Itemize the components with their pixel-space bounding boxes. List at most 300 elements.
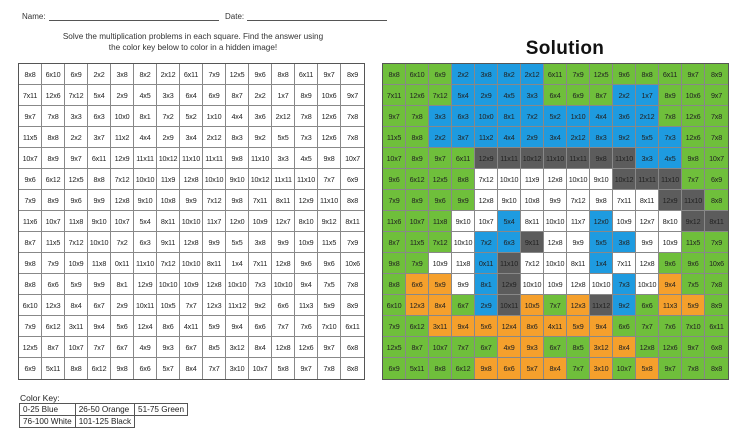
- worksheet-cell[interactable]: 8x11: [272, 190, 295, 211]
- worksheet-cell[interactable]: 7x11: [19, 85, 42, 106]
- solution-cell: 9x2: [613, 295, 636, 316]
- worksheet-cell[interactable]: 3x3: [157, 85, 180, 106]
- worksheet-cell[interactable]: 8x7: [42, 337, 65, 358]
- solution-cell: 1x10: [567, 106, 590, 127]
- worksheet-cell[interactable]: 8x5: [203, 337, 226, 358]
- worksheet-cell[interactable]: 7x8: [341, 106, 364, 127]
- worksheet-cell[interactable]: 3x12: [226, 337, 249, 358]
- worksheet-cell[interactable]: 9x10: [134, 190, 157, 211]
- worksheet-cell[interactable]: 9x6: [295, 253, 318, 274]
- worksheet-cell[interactable]: 10x7: [341, 148, 364, 169]
- worksheet-cell[interactable]: 9x8: [318, 148, 341, 169]
- worksheet-cell[interactable]: 6x9: [203, 85, 226, 106]
- solution-cell: 10x10: [567, 169, 590, 190]
- worksheet-cell[interactable]: 11x10: [318, 190, 341, 211]
- worksheet-cell[interactable]: 2x12: [157, 64, 180, 85]
- worksheet-cell[interactable]: 7x2: [111, 232, 134, 253]
- solution-cell: 8x7: [590, 85, 613, 106]
- worksheet-cell[interactable]: 6x9: [341, 169, 364, 190]
- solution-cell: 6x3: [452, 106, 475, 127]
- worksheet-cell[interactable]: 6x7: [88, 295, 111, 316]
- worksheet-cell[interactable]: 10x7: [65, 337, 88, 358]
- worksheet-cell[interactable]: 7x9: [341, 232, 364, 253]
- worksheet-cell[interactable]: 12x3: [42, 295, 65, 316]
- worksheet-cell[interactable]: 6x6: [272, 295, 295, 316]
- worksheet-cell[interactable]: 7x7: [88, 337, 111, 358]
- worksheet-cell[interactable]: 12x9: [295, 190, 318, 211]
- solution-cell: 7x12: [567, 190, 590, 211]
- worksheet-cell[interactable]: 3x11: [65, 316, 88, 337]
- color-key-title: Color Key:: [20, 393, 60, 403]
- worksheet-cell[interactable]: 12x8: [180, 232, 203, 253]
- color-key-table: [19, 403, 188, 428]
- worksheet-cell[interactable]: 4x4: [226, 106, 249, 127]
- worksheet-cell[interactable]: 8x8: [341, 190, 364, 211]
- color-key-blue: 0-25 Blue: [20, 404, 76, 416]
- solution-cell: 4x4: [498, 127, 521, 148]
- worksheet-cell[interactable]: 9x10: [88, 211, 111, 232]
- worksheet-cell[interactable]: 11x12: [226, 295, 249, 316]
- worksheet-cell[interactable]: 9x7: [295, 358, 318, 379]
- solution-cell: 8x11: [521, 211, 544, 232]
- worksheet-cell[interactable]: 7x12: [203, 190, 226, 211]
- worksheet-cell[interactable]: 3x7: [88, 127, 111, 148]
- worksheet-cell[interactable]: 3x3: [65, 106, 88, 127]
- solution-cell: 9x12: [682, 211, 705, 232]
- worksheet-cell[interactable]: 8x9: [341, 295, 364, 316]
- worksheet-cell[interactable]: 7x7: [203, 358, 226, 379]
- worksheet-cell[interactable]: 12x9: [134, 274, 157, 295]
- worksheet-cell[interactable]: 8x6: [157, 316, 180, 337]
- worksheet-cell[interactable]: 12x8: [272, 253, 295, 274]
- worksheet-cell[interactable]: 11x11: [272, 169, 295, 190]
- worksheet-cell[interactable]: 8x8: [65, 358, 88, 379]
- solution-cell: 10x9: [613, 211, 636, 232]
- worksheet-cell[interactable]: 9x2: [249, 127, 272, 148]
- worksheet-cell[interactable]: 1x4: [226, 253, 249, 274]
- worksheet-cell[interactable]: 6x6: [134, 358, 157, 379]
- worksheet-cell[interactable]: 6x7: [111, 337, 134, 358]
- worksheet-cell[interactable]: 7x6: [295, 316, 318, 337]
- solution-cell: 8x10: [659, 211, 682, 232]
- solution-cell: 9x2: [613, 127, 636, 148]
- solution-cell: 11x10: [659, 169, 682, 190]
- worksheet-cell[interactable]: 5x7: [157, 358, 180, 379]
- worksheet-cell[interactable]: 12x8: [203, 274, 226, 295]
- worksheet-cell[interactable]: 9x8: [226, 148, 249, 169]
- worksheet-cell[interactable]: 4x5: [295, 148, 318, 169]
- worksheet-cell[interactable]: 10x7: [249, 358, 272, 379]
- solution-cell: 1x4: [590, 253, 613, 274]
- worksheet-cell[interactable]: 10x6: [318, 85, 341, 106]
- worksheet-cell[interactable]: 12x6: [318, 127, 341, 148]
- worksheet-cell[interactable]: 12x8: [111, 190, 134, 211]
- worksheet-cell[interactable]: 7x8: [341, 127, 364, 148]
- worksheet-cell[interactable]: 7x11: [249, 190, 272, 211]
- solution-cell: 5x9: [682, 295, 705, 316]
- worksheet-cell[interactable]: 8x2: [134, 64, 157, 85]
- solution-cell: 11x10: [682, 190, 705, 211]
- worksheet-cell[interactable]: 5x5: [226, 232, 249, 253]
- worksheet-cell[interactable]: 7x9: [203, 64, 226, 85]
- worksheet-cell[interactable]: 9x9: [88, 190, 111, 211]
- solution-cell: 9x9: [544, 190, 567, 211]
- name-field[interactable]: [22, 12, 219, 21]
- worksheet-cell[interactable]: 7x9: [19, 190, 42, 211]
- worksheet-cell[interactable]: 12x8: [272, 337, 295, 358]
- worksheet-cell[interactable]: 12x0: [226, 211, 249, 232]
- worksheet-cell[interactable]: 12x5: [226, 64, 249, 85]
- worksheet-cell[interactable]: 12x5: [19, 337, 42, 358]
- worksheet-cell[interactable]: 10x10: [157, 274, 180, 295]
- worksheet-cell[interactable]: 7x12: [157, 253, 180, 274]
- worksheet-cell[interactable]: 10x10: [272, 274, 295, 295]
- worksheet-cell[interactable]: 2x12: [203, 127, 226, 148]
- worksheet-cell[interactable]: 5x11: [42, 358, 65, 379]
- worksheet-cell[interactable]: 9x3: [157, 337, 180, 358]
- worksheet-cell[interactable]: 8x7: [19, 232, 42, 253]
- worksheet-cell[interactable]: 2x2: [249, 85, 272, 106]
- worksheet-cell[interactable]: 5x6: [111, 316, 134, 337]
- worksheet-cell[interactable]: 11x5: [42, 232, 65, 253]
- worksheet-cell[interactable]: 12x6: [318, 106, 341, 127]
- worksheet-cell[interactable]: 9x6: [19, 169, 42, 190]
- solution-cell: 8x8: [452, 169, 475, 190]
- solution-cell: 5x2: [544, 106, 567, 127]
- solution-cell: 5x6: [475, 316, 498, 337]
- worksheet-cell[interactable]: 11x8: [88, 253, 111, 274]
- solution-cell: 10x10: [636, 274, 659, 295]
- worksheet-cell[interactable]: 7x8: [318, 358, 341, 379]
- solution-cell: 12x4: [498, 316, 521, 337]
- worksheet-cell[interactable]: 1x10: [203, 106, 226, 127]
- worksheet-cell[interactable]: 6x11: [180, 64, 203, 85]
- worksheet-cell[interactable]: 8x8: [19, 274, 42, 295]
- worksheet-cell[interactable]: 6x12: [42, 169, 65, 190]
- worksheet-cell[interactable]: 7x7: [272, 316, 295, 337]
- worksheet-cell[interactable]: 8x1: [134, 106, 157, 127]
- solution-cell: 2x9: [475, 85, 498, 106]
- solution-cell: 9x9: [567, 232, 590, 253]
- worksheet-cell[interactable]: 9x7: [65, 148, 88, 169]
- worksheet-cell[interactable]: 10x11: [134, 295, 157, 316]
- worksheet-cell[interactable]: 9x7: [318, 64, 341, 85]
- worksheet-cell[interactable]: 8x8: [42, 127, 65, 148]
- worksheet-cell[interactable]: 9x11: [157, 232, 180, 253]
- worksheet-cell[interactable]: 12x3: [203, 295, 226, 316]
- worksheet-cell[interactable]: 2x9: [157, 127, 180, 148]
- worksheet-cell[interactable]: 9x8: [111, 358, 134, 379]
- worksheet-cell[interactable]: 8x8: [272, 64, 295, 85]
- worksheet-cell[interactable]: 6x10: [19, 295, 42, 316]
- worksheet-cell[interactable]: 7x9: [42, 253, 65, 274]
- worksheet-cell[interactable]: 8x9: [42, 190, 65, 211]
- worksheet-cell[interactable]: 9x9: [203, 232, 226, 253]
- worksheet-cell[interactable]: 7x3: [249, 274, 272, 295]
- solution-cell: 10x9: [429, 253, 452, 274]
- worksheet-cell[interactable]: 10x10: [203, 169, 226, 190]
- worksheet-cell[interactable]: 8x3: [226, 127, 249, 148]
- worksheet-cell[interactable]: 10x7: [19, 148, 42, 169]
- solution-cell: 7x2: [475, 232, 498, 253]
- worksheet-cell[interactable]: 2x12: [272, 106, 295, 127]
- worksheet-cell[interactable]: 8x8: [347, 364, 358, 373]
- worksheet-cell[interactable]: 7x2: [157, 106, 180, 127]
- worksheet-cell[interactable]: 4x11: [180, 316, 203, 337]
- worksheet-cell[interactable]: 9x4: [295, 274, 318, 295]
- solution-cell: 3x12: [590, 337, 613, 358]
- worksheet-cell[interactable]: 10x6: [341, 253, 364, 274]
- solution-cell: 4x11: [544, 316, 567, 337]
- worksheet-cell[interactable]: 6x6: [249, 316, 272, 337]
- worksheet-cell[interactable]: 5x2: [180, 106, 203, 127]
- solution-cell: 10x6: [682, 85, 705, 106]
- worksheet-cell[interactable]: 4x5: [134, 85, 157, 106]
- worksheet-cell[interactable]: 9x6: [65, 190, 88, 211]
- worksheet-cell[interactable]: 9x2: [249, 295, 272, 316]
- worksheet-cell[interactable]: 9x9: [180, 190, 203, 211]
- worksheet-cell[interactable]: 11x6: [19, 211, 42, 232]
- worksheet-cell[interactable]: 8x9: [295, 85, 318, 106]
- worksheet-cell[interactable]: 8x10: [295, 211, 318, 232]
- color-key-white: 76-100 White: [20, 416, 76, 428]
- worksheet-cell[interactable]: 3x8: [249, 232, 272, 253]
- worksheet-cell[interactable]: 7x10: [318, 316, 341, 337]
- worksheet-cell[interactable]: 12x9: [111, 148, 134, 169]
- worksheet-cell[interactable]: 9x4: [226, 316, 249, 337]
- worksheet-cell[interactable]: 10x5: [157, 295, 180, 316]
- worksheet-cell[interactable]: 2x9: [111, 295, 134, 316]
- worksheet-cell[interactable]: 12x8: [180, 169, 203, 190]
- worksheet-cell[interactable]: 7x8: [42, 106, 65, 127]
- worksheet-cell[interactable]: 8x8: [19, 64, 42, 85]
- worksheet-cell[interactable]: 10x10: [180, 253, 203, 274]
- worksheet-cell[interactable]: 11x10: [249, 148, 272, 169]
- worksheet-cell[interactable]: 9x9: [88, 274, 111, 295]
- worksheet-cell[interactable]: 3x8: [111, 64, 134, 85]
- worksheet-cell[interactable]: 7x7: [180, 295, 203, 316]
- name-line[interactable]: [49, 13, 219, 21]
- worksheet-cell[interactable]: 8x11: [157, 211, 180, 232]
- worksheet-cell[interactable]: 4x4: [134, 127, 157, 148]
- solution-cell: 8x11: [567, 253, 590, 274]
- worksheet-cell[interactable]: 2x2: [88, 64, 111, 85]
- worksheet-cell[interactable]: 7x12: [111, 169, 134, 190]
- worksheet-cell[interactable]: 9x7: [19, 106, 42, 127]
- worksheet-cell[interactable]: 9x10: [226, 169, 249, 190]
- worksheet-cell[interactable]: 10x7: [111, 211, 134, 232]
- solution-cell: 9x7: [682, 64, 705, 85]
- solution-cell: 8x9: [659, 85, 682, 106]
- solution-cell: 3x10: [590, 358, 613, 379]
- worksheet-cell[interactable]: 12x7: [272, 211, 295, 232]
- worksheet-cell[interactable]: 9x7: [318, 337, 341, 358]
- worksheet-cell[interactable]: 8x7: [226, 85, 249, 106]
- worksheet-cell[interactable]: 7x8: [341, 274, 364, 295]
- solution-cell: 7x11: [613, 253, 636, 274]
- worksheet-cell[interactable]: 6x3: [134, 232, 157, 253]
- worksheet-cell[interactable]: 5x9: [203, 316, 226, 337]
- worksheet-cell[interactable]: 5x5: [272, 127, 295, 148]
- worksheet-cell[interactable]: 10x0: [111, 106, 134, 127]
- worksheet-cell[interactable]: 5x9: [65, 274, 88, 295]
- solution-cell: 5x7: [521, 358, 544, 379]
- date-field[interactable]: [225, 12, 387, 21]
- solution-cell: 4x5: [659, 148, 682, 169]
- solution-cell: 5x9: [567, 316, 590, 337]
- worksheet-cell[interactable]: 6x11: [295, 64, 318, 85]
- worksheet-cell[interactable]: 6x9: [19, 358, 42, 379]
- worksheet-cell[interactable]: 1x7: [272, 85, 295, 106]
- worksheet-cell[interactable]: 10x10: [226, 274, 249, 295]
- worksheet-cell[interactable]: 9x12: [318, 211, 341, 232]
- worksheet-cell[interactable]: 3x4: [180, 127, 203, 148]
- worksheet-cell[interactable]: 8x9: [341, 64, 364, 85]
- worksheet-cell[interactable]: 7x12: [65, 85, 88, 106]
- worksheet-cell[interactable]: 7x5: [318, 274, 341, 295]
- worksheet-cell[interactable]: 8x9: [42, 148, 65, 169]
- worksheet-cell[interactable]: 10x10: [134, 169, 157, 190]
- solution-cell: 11x7: [567, 211, 590, 232]
- worksheet-cell[interactable]: 7x3: [295, 127, 318, 148]
- solution-cell: 6x9: [567, 85, 590, 106]
- worksheet-cell[interactable]: 5x4: [88, 85, 111, 106]
- solution-cell: 8x8: [383, 274, 406, 295]
- worksheet-cell[interactable]: 12x4: [134, 316, 157, 337]
- worksheet-cell[interactable]: 9x8: [19, 253, 42, 274]
- worksheet-cell[interactable]: 12x6: [42, 85, 65, 106]
- worksheet-cell[interactable]: 2x2: [65, 127, 88, 148]
- solution-cell: 6x7: [475, 337, 498, 358]
- worksheet-cell[interactable]: 9x6: [318, 253, 341, 274]
- solution-cell: 6x11: [659, 64, 682, 85]
- worksheet-cell[interactable]: 11x9: [157, 169, 180, 190]
- worksheet-cell[interactable]: 6x6: [42, 274, 65, 295]
- solution-cell: 2x2: [613, 85, 636, 106]
- solution-cell: 9x4: [452, 316, 475, 337]
- worksheet-cell[interactable]: 10x9: [295, 232, 318, 253]
- worksheet-cell[interactable]: 10x10: [180, 211, 203, 232]
- solution-cell: 8x5: [567, 337, 590, 358]
- worksheet-cell[interactable]: 9x9: [272, 232, 295, 253]
- solution-cell: 10x7: [383, 148, 406, 169]
- worksheet-cell[interactable]: 3x10: [226, 358, 249, 379]
- solution-cell: 7x10: [682, 316, 705, 337]
- worksheet-cell[interactable]: 8x4: [180, 358, 203, 379]
- solution-cell: 12x8: [636, 253, 659, 274]
- worksheet-cell[interactable]: 8x1: [111, 274, 134, 295]
- solution-cell: 12x7: [636, 211, 659, 232]
- worksheet-cell[interactable]: 10x9: [249, 211, 272, 232]
- solution-cell: 8x8: [705, 190, 728, 211]
- worksheet-cell[interactable]: 12x5: [65, 169, 88, 190]
- worksheet-cell[interactable]: 10x9: [65, 253, 88, 274]
- worksheet-cell[interactable]: 6x12: [88, 358, 111, 379]
- worksheet-cell[interactable]: 9x4: [88, 316, 111, 337]
- solution-cell: 10x7: [429, 337, 452, 358]
- worksheet-cell[interactable]: 12x6: [295, 337, 318, 358]
- worksheet-cell[interactable]: 10x10: [88, 232, 111, 253]
- worksheet-cell[interactable]: 6x7: [180, 337, 203, 358]
- worksheet-cell[interactable]: 11x10: [134, 253, 157, 274]
- worksheet-cell[interactable]: 0x11: [111, 253, 134, 274]
- worksheet-cell[interactable]: 11x2: [111, 127, 134, 148]
- worksheet-cell[interactable]: 7x11: [249, 253, 272, 274]
- instructions: Solve the multiplication problems in each square. Find the answer using the color key below to color in a hidden image!: [62, 32, 324, 52]
- worksheet-cell[interactable]: 10x9: [180, 274, 203, 295]
- solution-cell: 2x12: [636, 106, 659, 127]
- solution-cell: 8x9: [705, 295, 728, 316]
- worksheet-cell[interactable]: 11x3: [295, 295, 318, 316]
- solution-cell: 12x8: [544, 232, 567, 253]
- worksheet-cell[interactable]: 5x4: [134, 211, 157, 232]
- worksheet-cell[interactable]: 8x11: [341, 211, 364, 232]
- worksheet-cell[interactable]: 8x4: [65, 295, 88, 316]
- solution-cell: 8x9: [406, 190, 429, 211]
- worksheet-cell[interactable]: 6x11: [341, 316, 364, 337]
- worksheet-cell[interactable]: 11x5: [19, 127, 42, 148]
- worksheet-cell[interactable]: 6x10: [42, 64, 65, 85]
- worksheet-cell[interactable]: 6x12: [42, 316, 65, 337]
- worksheet-cell[interactable]: 8x8: [88, 169, 111, 190]
- worksheet-cell[interactable]: 3x3: [272, 148, 295, 169]
- worksheet-cell[interactable]: 7x12: [65, 232, 88, 253]
- worksheet-cell[interactable]: 8x11: [203, 253, 226, 274]
- worksheet-cell[interactable]: 11x5: [318, 232, 341, 253]
- worksheet-cell[interactable]: 11x8: [65, 211, 88, 232]
- worksheet-cell[interactable]: 10x12: [157, 148, 180, 169]
- worksheet-cell[interactable]: 6x8: [341, 337, 364, 358]
- solution-cell: 6x6: [613, 316, 636, 337]
- solution-cell: 11x2: [475, 127, 498, 148]
- worksheet-cell[interactable]: 9x7: [341, 85, 364, 106]
- worksheet-cell[interactable]: 9x8: [226, 190, 249, 211]
- solution-cell: 7x7: [567, 358, 590, 379]
- worksheet-cell[interactable]: 6x11: [88, 148, 111, 169]
- worksheet-cell[interactable]: 6x4: [180, 85, 203, 106]
- worksheet-cell[interactable]: 5x9: [318, 295, 341, 316]
- worksheet-cell[interactable]: 10x8: [157, 190, 180, 211]
- worksheet-cell[interactable]: 11x10: [295, 169, 318, 190]
- solution-cell: 11x8: [452, 253, 475, 274]
- worksheet-cell[interactable]: 9x6: [249, 64, 272, 85]
- solution-cell: 7x7: [452, 337, 475, 358]
- worksheet-cell[interactable]: 10x7: [42, 211, 65, 232]
- worksheet-cell[interactable]: 7x9: [19, 316, 42, 337]
- worksheet-cell[interactable]: 6x9: [65, 64, 88, 85]
- worksheet-cell[interactable]: 8x4: [249, 337, 272, 358]
- worksheet-cell[interactable]: 11x11: [203, 148, 226, 169]
- solution-cell: 2x2: [429, 127, 452, 148]
- worksheet-cell[interactable]: 11x7: [203, 211, 226, 232]
- worksheet-cell[interactable]: 7x8: [295, 106, 318, 127]
- worksheet-cell[interactable]: 5x8: [272, 358, 295, 379]
- worksheet-cell[interactable]: 7x7: [318, 169, 341, 190]
- worksheet-cell[interactable]: 11x11: [134, 148, 157, 169]
- worksheet-cell[interactable]: 3x6: [249, 106, 272, 127]
- solution-cell: 11x8: [429, 211, 452, 232]
- solution-cell: 11x5: [383, 127, 406, 148]
- worksheet-cell[interactable]: 11x10: [180, 148, 203, 169]
- worksheet-cell[interactable]: 10x12: [249, 169, 272, 190]
- worksheet-cell[interactable]: 4x9: [134, 337, 157, 358]
- date-line[interactable]: [247, 13, 387, 21]
- worksheet-cell[interactable]: 2x9: [111, 85, 134, 106]
- solution-cell: 12x8: [544, 169, 567, 190]
- solution-cell: 6x3: [498, 232, 521, 253]
- solution-cell: 12x0: [590, 211, 613, 232]
- worksheet-cell[interactable]: 6x3: [88, 106, 111, 127]
